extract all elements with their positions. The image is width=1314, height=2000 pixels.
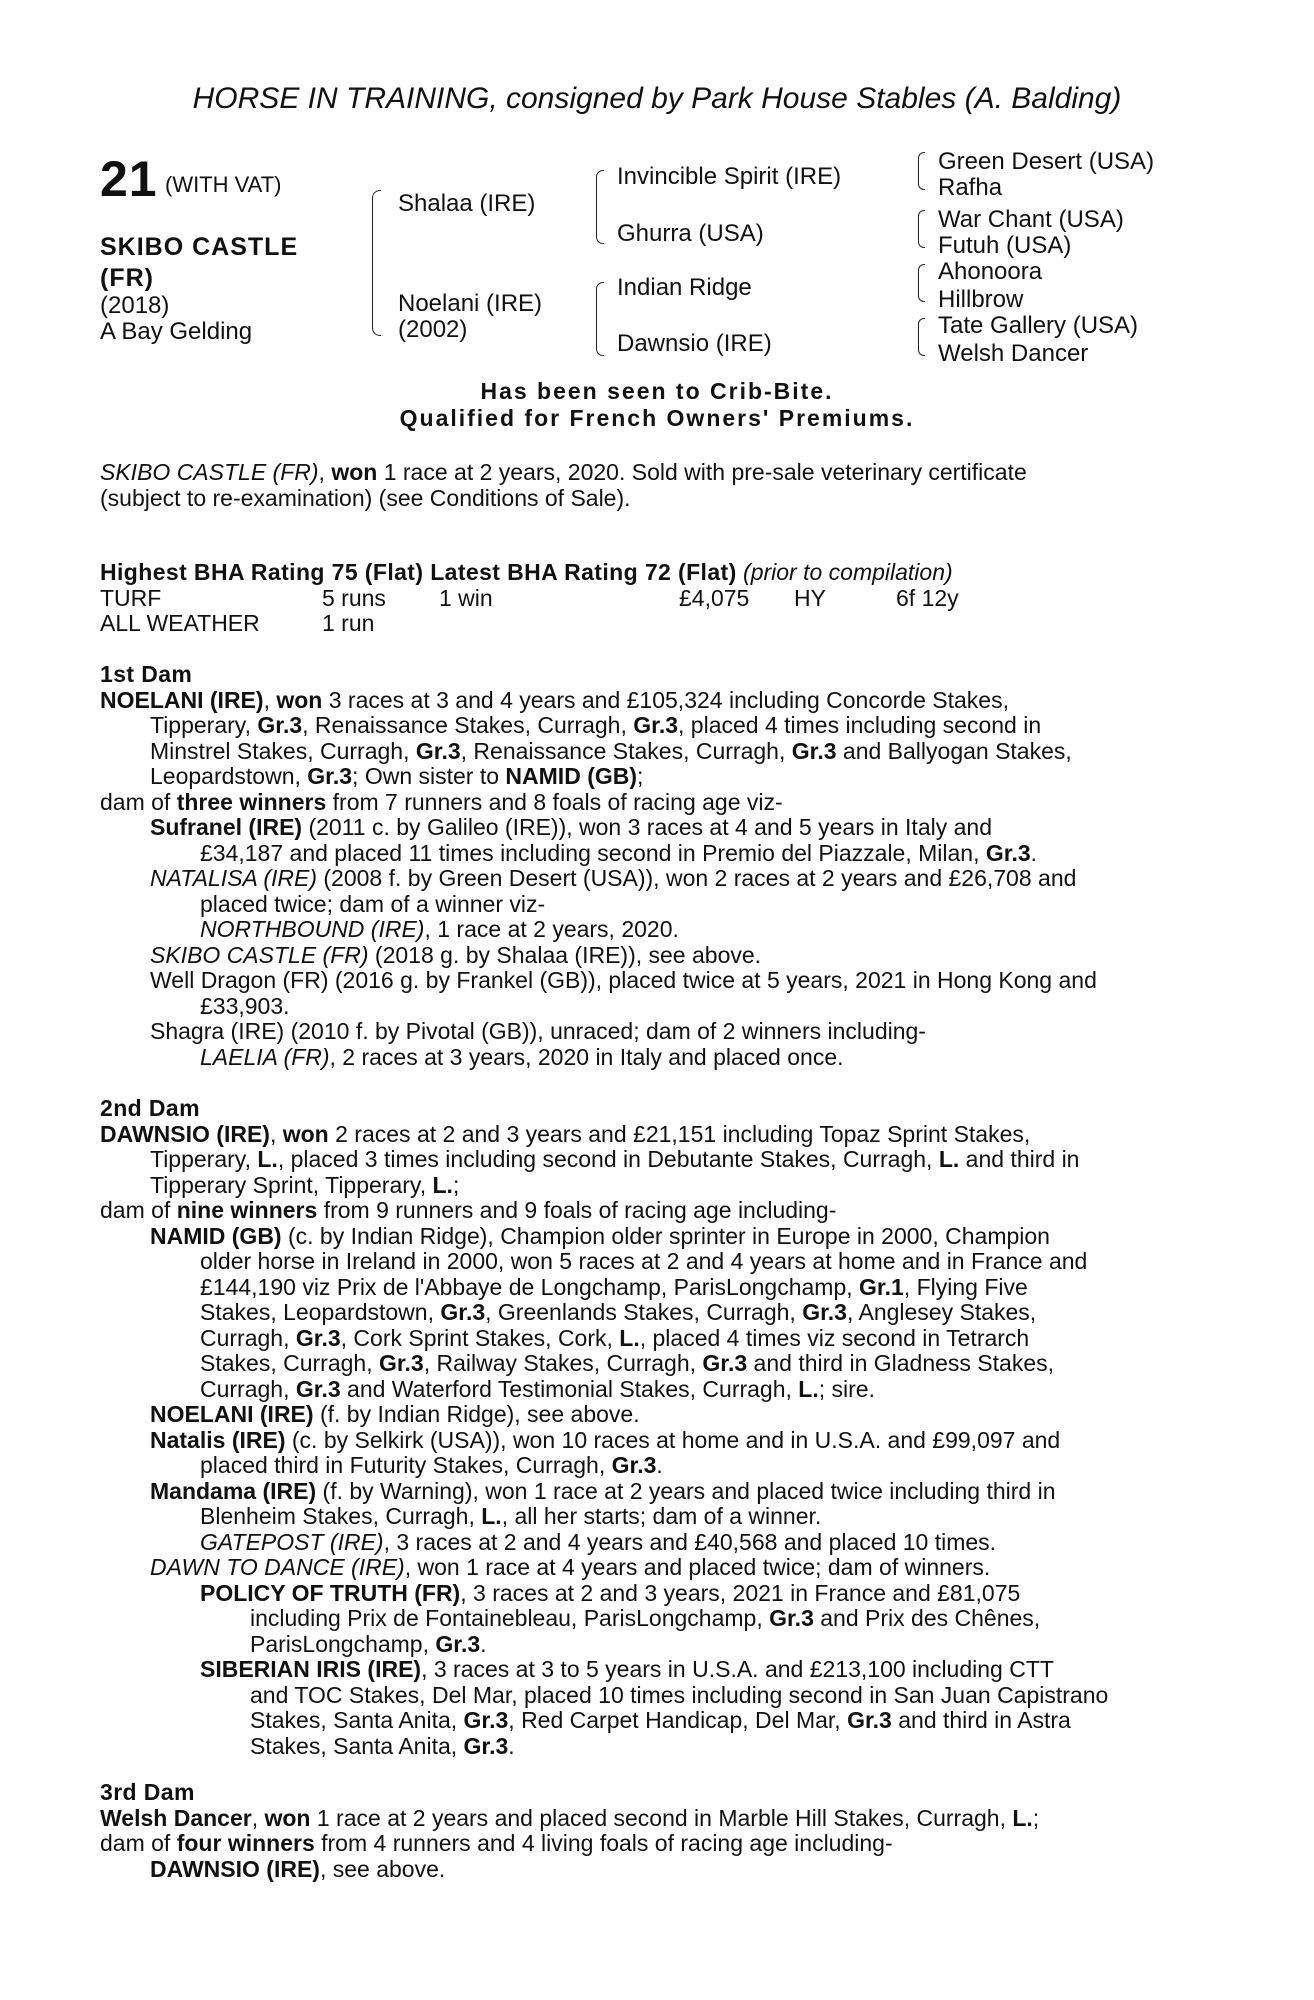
text: Stakes, Curragh,: [200, 1350, 379, 1376]
text: , Cork Sprint Stakes, Cork,: [340, 1324, 620, 1351]
text: £34,187 and placed 11 times including second in Premio del Piazzale, Milan,: [200, 839, 986, 866]
summary-horse-name: SKIBO CASTLE (FR): [100, 459, 319, 485]
grade: L.: [619, 1324, 640, 1351]
text: (c. by Indian Ridge), Champion older sprinter in Europe in 2000, Champion: [281, 1222, 1050, 1249]
horse-name: SKIBO CASTLE (FR): [150, 941, 369, 968]
turf-runs: 5 runs: [322, 584, 386, 611]
lot-number: 21: [100, 151, 158, 207]
winners-count: nine winners: [176, 1197, 318, 1223]
pedigree-dam-sire: Indian Ridge: [617, 274, 752, 301]
bha-ratings: Highest BHA Rating 75 (Flat) Latest BHA Rating 72 (Flat): [100, 559, 737, 585]
pedigree-brace: [372, 190, 381, 336]
text: Tipperary,: [150, 1146, 258, 1172]
pedigree-dam-dam: Dawnsio (IRE): [617, 330, 772, 357]
text: dam of: [100, 788, 177, 815]
grade: Gr.3: [633, 712, 679, 738]
second-dam-heading: 2nd Dam: [100, 1095, 200, 1121]
text: .: [656, 1452, 663, 1478]
text: (f. by Indian Ridge), see above.: [313, 1401, 640, 1427]
horse-name: NAMID (GB): [150, 1222, 282, 1249]
text: , Anglesey Stakes,: [846, 1299, 1037, 1325]
text: Curragh,: [200, 1375, 296, 1402]
grade: Gr.3: [985, 839, 1031, 866]
text: (2018 g. by Shalaa (IRE)), see above.: [368, 941, 762, 968]
winners-count: four winners: [176, 1830, 315, 1856]
text: , Greenlands Stakes, Curragh,: [485, 1299, 803, 1325]
turf-label: TURF: [100, 584, 162, 611]
text: , 3 races at 2 and 4 years and £40,568 and placed 10 times.: [383, 1528, 997, 1555]
text: ; Own sister to: [352, 763, 506, 789]
horse-description: A Bay Gelding: [100, 318, 253, 345]
aw-runs: 1 run: [322, 610, 375, 636]
ratings-note: (prior to compilation): [743, 559, 953, 585]
text: .: [508, 1732, 515, 1759]
text: , Renaissance Stakes, Curragh,: [460, 737, 792, 764]
pedigree-dsd: Hillbrow: [938, 286, 1024, 313]
pedigree-dss: Ahonoora: [938, 258, 1043, 285]
horse-name: DAWN TO DANCE (IRE): [150, 1554, 405, 1580]
grade: Gr.3: [769, 1605, 814, 1631]
text: (2008 f. by Green Desert (USA)), won 2 races at 2 years and £26,708 and: [317, 865, 1077, 891]
text: Tipperary Sprint, Tipperary,: [150, 1171, 433, 1198]
aw-label: ALL WEATHER: [100, 610, 260, 636]
pedigree-brace: [918, 264, 925, 302]
text: (2011 c. by Galileo (IRE)), won 3 races at 4 and 5 years in Italy and: [302, 814, 992, 840]
turf-wins: 1 win: [439, 584, 493, 611]
horse-name: POLICY OF TRUTH (FR): [200, 1579, 461, 1606]
text: , 3 races at 2 and 3 years, 2021 in France and £81,075: [460, 1579, 1021, 1606]
text: ; sire.: [818, 1375, 875, 1402]
text: dam of: [100, 1197, 177, 1223]
dam-name: NOELANI (IRE): [100, 686, 264, 713]
text: , placed 4 times viz second in Tetrarch: [639, 1324, 1030, 1351]
pedigree-sire: Shalaa (IRE): [398, 190, 536, 217]
text: including Prix de Fontainebleau, ParisLongchamp,: [250, 1605, 770, 1631]
race-summary: SKIBO CASTLE (FR), won 1 race at 2 years, 2020. Sold with pre-sale veterinary certificate (subject to re-examination) (see Conditions of Sale).: [100, 460, 1204, 511]
text: 2 races at 2 and 3 years and £21,151 including Topaz Sprint Stakes,: [328, 1120, 1031, 1147]
text: (f. by Warning), won 1 race at 2 years and placed twice including third in: [316, 1477, 1056, 1504]
text: Shagra (IRE) (2010 f. by Pivotal (GB)), unraced; dam of 2 winners including-: [150, 1018, 926, 1044]
text: , placed 3 times including second in Debutante Stakes, Curragh,: [277, 1146, 939, 1172]
pedigree-dam-year: (2002): [398, 316, 468, 343]
horse-name: NAMID (GB): [505, 763, 638, 789]
text: Blenheim Stakes, Curragh,: [200, 1503, 482, 1529]
page-header: HORSE IN TRAINING, consigned by Park House Stables (A. Balding): [192, 82, 1122, 115]
pedigree-sire-dam: Ghurra (USA): [617, 220, 764, 247]
text: Stakes, Leopardstown,: [200, 1299, 441, 1325]
text: and third in Astra: [891, 1707, 1071, 1733]
grade: L.: [798, 1375, 819, 1402]
third-dam-section: 3rd Dam Welsh Dancer, won 1 race at 2 years and placed second in Marble Hill Stakes, Curragh, L.; dam of four winners from 4 runners and 4 living foals of racing age including- DAWNSIO (IRE), see above.: [100, 1780, 1204, 1882]
pedigree-brace: [918, 210, 925, 248]
won-label: won: [264, 1804, 311, 1831]
first-dam-section: 1st Dam NOELANI (IRE), won 3 races at 3 and 4 years and £105,324 including Concorde Stakes, Tipperary, Gr.3, Renaissance Stakes, Curragh, Gr.3, placed 4 times including second in Minstrel Stakes, Curragh, Gr.3, Renaissance Stakes, Curragh, Gr.3 and Ballyogan Stakes, Leopardstown, Gr.3; Own sister to NAMID (GB); dam of three winners from 7 runners and 8 foals of racing age viz- Sufranel (IRE) (2011 c. by Galileo (IRE)), won 3 races at 4 and 5 years in Italy and £34,187 and placed 11 times including second in Premio del Piazzale, Milan, Gr.3. NATALISA (IRE) (2008 f. by Green Desert (USA)), won 2 races at 2 years and £26,708 and placed twice; dam of a winner viz- NORTHBOUND (IRE), 1 race at 2 years, 2020. SKIBO CASTLE (FR) (2018 g. by Shalaa (IRE)), see above. Well Dragon (FR) (2016 g. by Frankel (GB)), placed twice at 5 years, 2021 in Hong Kong and £33,903. Shagra (IRE) (2010 f. by Pivotal (GB)), unraced; dam of 2 winners including- LAELIA (FR), 2 races at 3 years, 2020 in Italy and placed once.: [100, 662, 1204, 1070]
text: , Railway Stakes, Curragh,: [423, 1350, 703, 1376]
text: Minstrel Stakes, Curragh,: [150, 737, 416, 764]
pedigree-dam: Noelani (IRE): [398, 290, 543, 317]
grade: Gr.1: [859, 1273, 904, 1300]
text: and third in: [959, 1146, 1080, 1172]
dam-name: Welsh Dancer: [100, 1804, 252, 1831]
pedigree-sds: War Chant (USA): [938, 206, 1124, 233]
text: ;: [637, 763, 644, 789]
text: dam of: [100, 1830, 177, 1856]
grade: L.: [938, 1146, 960, 1172]
text: , Renaissance Stakes, Curragh,: [302, 712, 634, 738]
text: , 1 race at 2 years, 2020.: [424, 916, 679, 942]
pedigree-ssd: Rafha: [938, 174, 1003, 201]
turf-distance: 6f 12y: [896, 584, 959, 611]
text: and third in Gladness Stakes,: [747, 1350, 1055, 1376]
won-label: won: [276, 686, 323, 713]
pedigree-brace: [596, 282, 604, 356]
text: , Flying Five: [903, 1273, 1028, 1300]
horse-year: (2018): [100, 292, 170, 319]
text: ParisLongchamp,: [250, 1630, 436, 1657]
ratings-block: [100, 560, 1204, 637]
text: Curragh,: [200, 1324, 296, 1351]
text: Leopardstown,: [150, 763, 308, 789]
sale-notes: [0, 378, 1314, 432]
pedigree-sss: Green Desert (USA): [938, 148, 1155, 175]
second-dam-section: 2nd Dam DAWNSIO (IRE), won 2 races at 2 and 3 years and £21,151 including Topaz Sprint Stakes, Tipperary, L., placed 3 times including second in Debutante Stakes, Curragh, L. and third in Tipperary Sprint, Tipperary, L.; dam of nine winners from 9 runners and 9 foals of racing age including- NAMID (GB) (c. by Indian Ridge), Champion older sprinter in Europe in 2000, Champion older horse in Ireland in 2000, won 5 races at 2 and 4 years at home and in France and £144,190 viz Prix de l'Abbaye de Longchamp, ParisLongchamp, Gr.1, Flying Five Stakes, Leopardstown, Gr.3, Greenlands Stakes, Curragh, Gr.3, Anglesey Stakes, Curragh, Gr.3, Cork Sprint Stakes, Cork, L., placed 4 times viz second in Tetrarch Stakes, Curragh, Gr.3, Railway Stakes, Curragh, Gr.3 and third in Gladness Stakes, Curragh, Gr.3 and Waterford Testimonial Stakes, Curragh, L.; sire. NOELANI (IRE) (f. by Indian Ridge), see above. Natalis (IRE) (c. by Selkirk (USA)), won 10 races at home and in U.S.A. and £99,097 and placed third in Futurity Stakes, Curragh, Gr.3. Mandama (IRE) (f. by Warning), won 1 race at 2 years and placed twice including third in Blenheim Stakes, Curragh, L., all her starts; dam of a winner. GATEPOST (IRE), 3 races at 2 and 4 years and £40,568 and placed 10 times. DAWN TO DANCE (IRE), won 1 race at 4 years and placed twice; dam of winners. POLICY OF TRUTH (FR), 3 races at 2 and 3 years, 2021 in France and £81,075 including Prix de Fontainebleau, ParisLongchamp, Gr.3 and Prix des Chênes, ParisLongchamp, Gr.3. SIBERIAN IRIS (IRE), 3 races at 3 to 5 years in U.S.A. and £213,100 including CTT and TOC Stakes, Del Mar, placed 10 times including second in San Juan Capistrano Stakes, Santa Anita, Gr.3, Red Carpet Handicap, Del Mar, Gr.3 and third in Astra Stakes, Santa Anita, Gr.3.: [100, 1096, 1204, 1759]
grade: L.: [481, 1503, 502, 1529]
text: Tipperary,: [150, 712, 258, 738]
first-dam-heading: 1st Dam: [100, 661, 193, 687]
text: , placed 4 times including second in: [678, 712, 1042, 738]
text: , 3 races at 3 to 5 years in U.S.A. and £213,100 including CTT: [421, 1656, 1054, 1682]
grade: Gr.3: [378, 1350, 424, 1376]
dam-name: DAWNSIO (IRE): [100, 1120, 270, 1147]
grade: L.: [257, 1146, 278, 1172]
text: ;: [452, 1171, 460, 1198]
text: Stakes, Santa Anita,: [250, 1732, 464, 1759]
text: £33,903.: [200, 992, 290, 1019]
horse-name: DAWNSIO (IRE): [150, 1855, 320, 1882]
grade: Gr.3: [702, 1350, 748, 1376]
horse-name: NOELANI (IRE): [150, 1401, 314, 1427]
text: 3 races at 3 and 4 years and £105,324 including Concorde Stakes,: [322, 686, 1009, 713]
text: Stakes, Santa Anita,: [250, 1707, 464, 1733]
text: and Prix des Chênes,: [813, 1605, 1041, 1631]
horse-name: NORTHBOUND (IRE): [200, 916, 425, 942]
note-crib-bite: Has been seen to Crib-Bite.: [480, 378, 834, 404]
grade: Gr.3: [463, 1707, 509, 1733]
grade: Gr.3: [295, 1375, 341, 1402]
summary-won: won: [331, 459, 378, 485]
grade: Gr.3: [440, 1299, 486, 1325]
horse-name: [100, 232, 298, 294]
text: , see above.: [319, 1855, 446, 1882]
horse-name: LAELIA (FR): [200, 1043, 330, 1070]
text: , Red Carpet Handicap, Del Mar,: [508, 1707, 848, 1733]
summary-text: (subject to re-examination) (see Conditions of Sale).: [100, 484, 631, 511]
horse-name: Sufranel (IRE): [150, 814, 303, 840]
text: and Ballyogan Stakes,: [836, 737, 1072, 764]
vat-label: (WITH VAT): [165, 172, 282, 197]
grade: Gr.3: [435, 1630, 481, 1657]
text: from 9 runners and 9 foals of racing age including-: [317, 1197, 837, 1223]
grade: Gr.3: [257, 712, 303, 738]
pedigree-sire-sire: Invincible Spirit (IRE): [617, 163, 842, 190]
text: placed twice; dam of a winner viz-: [200, 890, 546, 917]
horse-name: GATEPOST (IRE): [200, 1528, 384, 1555]
third-dam-heading: 3rd Dam: [100, 1779, 195, 1805]
text: £144,190 viz Prix de l'Abbaye de Longchamp, ParisLongchamp,: [200, 1273, 860, 1300]
text: and Waterford Testimonial Stakes, Curragh,: [340, 1375, 799, 1402]
text: older horse in Ireland in 2000, won 5 races at 2 and 4 years at home and in France and: [200, 1248, 1088, 1274]
horse-name-line1: SKIBO CASTLE: [100, 233, 299, 261]
pedigree-brace: [918, 318, 925, 356]
grade: Gr.3: [802, 1299, 847, 1325]
text: (c. by Selkirk (USA)), won 10 races at home and in U.S.A. and £99,097 and: [285, 1426, 1061, 1453]
horse-name: Mandama (IRE): [150, 1477, 317, 1504]
won-label: won: [282, 1120, 329, 1147]
horse-name: Natalis (IRE): [150, 1426, 286, 1453]
turf-going: HY: [794, 584, 826, 611]
turf-row: [100, 586, 1204, 612]
text: ;: [1032, 1804, 1040, 1831]
pedigree-sdd: Futuh (USA): [938, 232, 1072, 259]
grade: Gr.3: [791, 737, 837, 764]
text: , 2 races at 3 years, 2020 in Italy and placed once.: [329, 1043, 844, 1070]
text: from 7 runners and 8 foals of racing age viz-: [326, 788, 783, 815]
grade: Gr.3: [463, 1732, 509, 1759]
grade: Gr.3: [307, 763, 353, 789]
turf-prize: £4,075: [679, 584, 750, 611]
grade: Gr.3: [611, 1452, 657, 1478]
text: .: [480, 1630, 487, 1657]
grade: Gr.3: [847, 1707, 892, 1733]
grade: L.: [432, 1171, 453, 1198]
pedigree-brace: [596, 170, 604, 244]
text: and TOC Stakes, Del Mar, placed 10 times including second in San Juan Capistrano: [250, 1681, 1109, 1708]
horse-name-line2: (FR): [100, 264, 154, 292]
all-weather-row: [100, 611, 1204, 637]
pedigree-brace: [918, 152, 925, 190]
text: placed third in Futurity Stakes, Curragh,: [200, 1452, 612, 1478]
grade: Gr.3: [295, 1324, 341, 1351]
grade: L.: [1012, 1804, 1033, 1831]
text: , won 1 race at 4 years and placed twice; dam of winners.: [404, 1554, 991, 1580]
text: .: [1030, 839, 1038, 866]
text: , all her starts; dam of a winner.: [501, 1503, 822, 1529]
note-french-premiums: Qualified for French Owners' Premiums.: [399, 405, 915, 431]
horse-name: NATALISA (IRE): [150, 865, 317, 891]
text: 1 race at 2 years and placed second in Marble Hill Stakes, Curragh,: [310, 1804, 1013, 1831]
grade: Gr.3: [415, 737, 461, 764]
text: from 4 runners and 4 living foals of racing age including-: [314, 1830, 893, 1856]
pedigree-ddd: Welsh Dancer: [938, 340, 1089, 367]
horse-name: SIBERIAN IRIS (IRE): [200, 1656, 422, 1682]
pedigree-dds: Tate Gallery (USA): [938, 312, 1139, 339]
winners-count: three winners: [176, 788, 327, 815]
text: Well Dragon (FR) (2016 g. by Frankel (GB)), placed twice at 5 years, 2021 in Hong Kong and: [150, 967, 1097, 993]
summary-text: 1 race at 2 years, 2020. Sold with pre-sale veterinary certificate: [377, 459, 1027, 485]
